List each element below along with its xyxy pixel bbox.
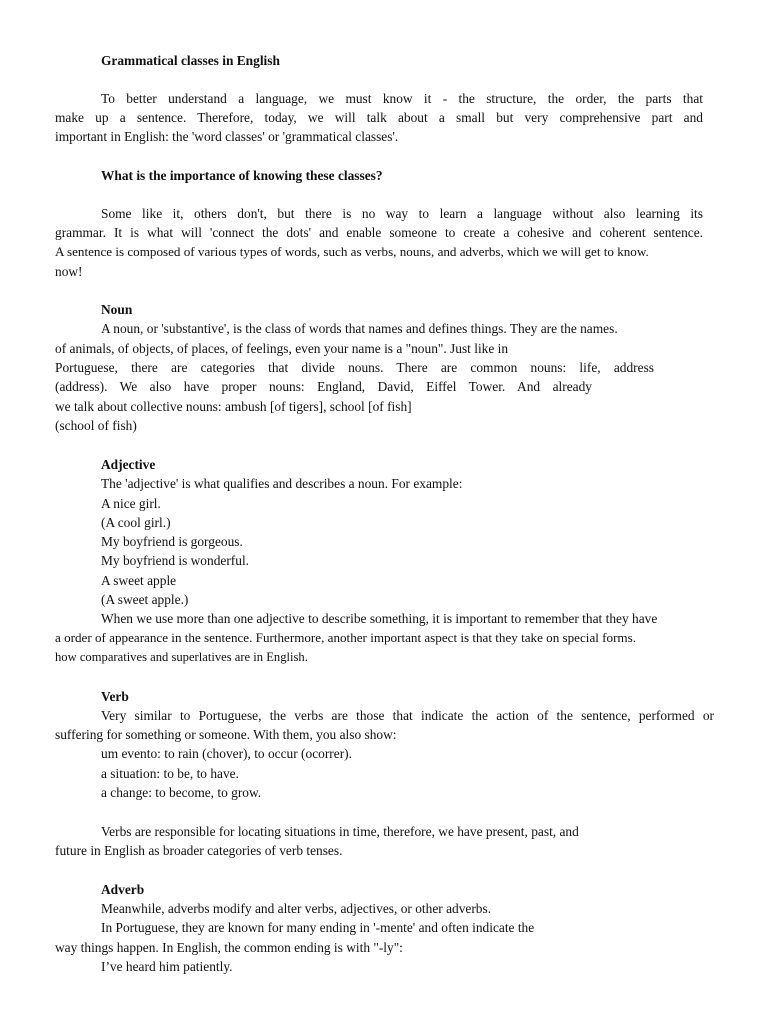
adjective-example-4: My boyfriend is wonderful. — [101, 553, 250, 568]
adjective-line-2: When we use more than one adjective to describe something, it is important to remember that they have — [101, 611, 658, 626]
importance-line-2: grammar. It is what will 'connect the dots' and enable someone to create a cohesive and coherent sentence. — [55, 225, 703, 240]
importance-line-4: now! — [55, 264, 83, 279]
adjective-example-6: (A sweet apple.) — [101, 592, 189, 607]
verb-line-3: Verbs are responsible for locating situations in time, therefore, we have present, past, and — [101, 824, 579, 839]
noun-line-5: we talk about collective nouns: ambush [of tigers], school [of fish] — [55, 399, 412, 414]
adjective-heading: Adjective — [101, 457, 156, 472]
verb-example-3: a change: to become, to grow. — [101, 785, 262, 800]
adjective-line-1: The 'adjective' is what qualifies and describes a noun. For example: — [101, 476, 463, 491]
verb-example-1: um evento: to rain (chover), to occur (ocorrer). — [101, 746, 352, 761]
verb-line-1: Very similar to Portuguese, the verbs are those that indicate the action of the sentence, performed or — [101, 708, 714, 723]
intro-line-3: important in English: the 'word classes' or 'grammatical classes'. — [55, 129, 399, 144]
intro-line-2: make up a sentence. Therefore, today, we will talk about a small but very comprehensive part and — [55, 110, 703, 125]
importance-line-1: Some like it, others don't, but there is no way to learn a language without also learning its — [101, 206, 703, 221]
adverb-heading: Adverb — [101, 882, 145, 897]
adjective-example-3: My boyfriend is gorgeous. — [101, 534, 243, 549]
verb-example-2: a situation: to be, to have. — [101, 766, 239, 781]
intro-line-1: To better understand a language, we must know it - the structure, the order, the parts that — [101, 91, 703, 106]
verb-line-4: future in English as broader categories of verb tenses. — [55, 843, 343, 858]
adjective-example-2: (A cool girl.) — [101, 515, 171, 530]
noun-line-6: (school of fish) — [55, 418, 137, 433]
adjective-example-1: A nice girl. — [101, 496, 161, 511]
noun-line-2: of animals, of objects, of places, of feelings, even your name is a "noun". Just like in — [55, 341, 509, 356]
verb-line-2: suffering for something or someone. With them, you also show: — [55, 727, 397, 742]
adverb-example-1: I’ve heard him patiently. — [101, 959, 233, 974]
noun-heading: Noun — [101, 302, 133, 317]
adjective-line-3: a order of appearance in the sentence. Furthermore, another important aspect is that they take on special forms. — [55, 630, 636, 645]
importance-line-3: A sentence is composed of various types of words, such as verbs, nouns, and adverbs, which we will get to know. — [55, 244, 649, 259]
adverb-line-3: way things happen. In English, the common ending is with "-ly": — [55, 940, 403, 955]
importance-heading: What is the importance of knowing these classes? — [101, 168, 383, 183]
adjective-line-4: how comparatives and superlatives are in English. — [55, 650, 308, 664]
noun-line-3: Portuguese, there are categories that divide nouns. There are common nouns: life, address — [55, 360, 654, 375]
document-title: Grammatical classes in English — [101, 53, 280, 68]
adverb-line-1: Meanwhile, adverbs modify and alter verbs, adjectives, or other adverbs. — [101, 901, 492, 916]
adverb-line-2: In Portuguese, they are known for many ending in '-mente' and often indicate the — [101, 920, 535, 935]
noun-line-1: A noun, or 'substantive', is the class of words that names and defines things. They are the names. — [101, 321, 618, 336]
noun-line-4: (address). We also have proper nouns: England, David, Eiffel Tower. And already — [55, 379, 592, 394]
verb-heading: Verb — [101, 689, 129, 704]
adjective-example-5: A sweet apple — [101, 573, 177, 588]
